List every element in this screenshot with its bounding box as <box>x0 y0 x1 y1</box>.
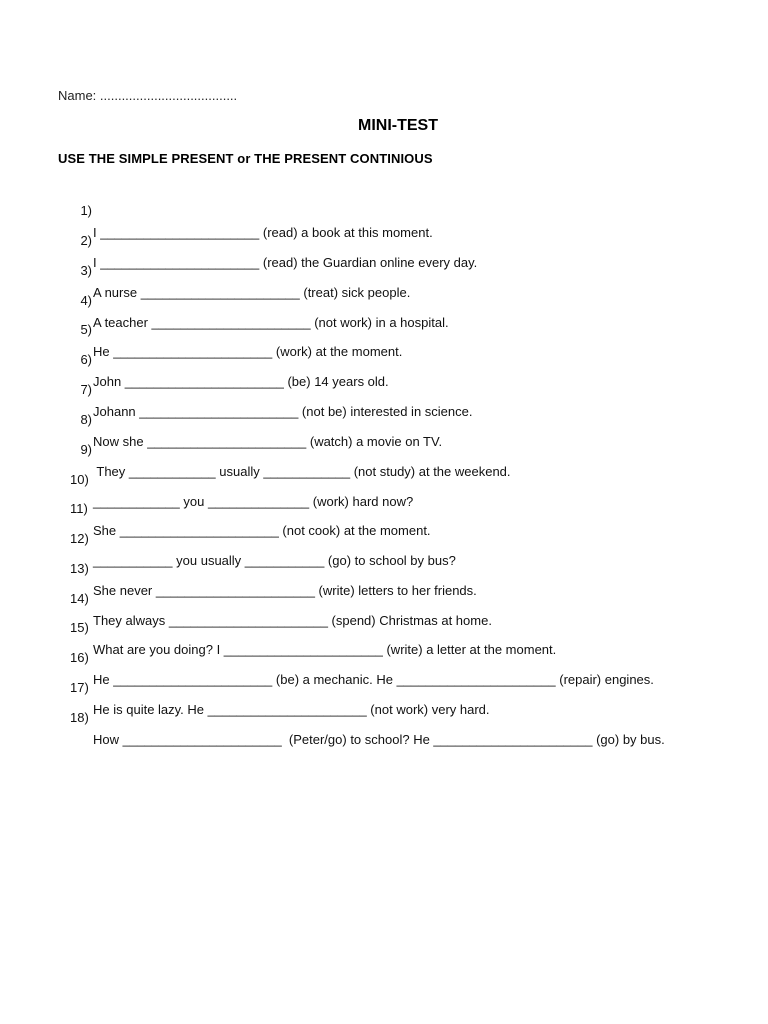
question-text: He ______________________ (work) at the moment. <box>93 344 403 359</box>
question-number: 16) <box>70 650 89 665</box>
question-number: 8) <box>80 412 92 427</box>
question-text: I ______________________ (read) a book at this moment. <box>93 225 433 240</box>
question-text: ___________ you usually ___________ (go) to school by bus? <box>93 553 456 568</box>
question-number: 9) <box>80 442 92 457</box>
page-title <box>0 117 768 135</box>
question-text: They always ______________________ (spend) Christmas at home. <box>93 613 492 628</box>
question-text: ____________ you ______________ (work) hard now? <box>93 494 414 509</box>
question-text: How ______________________ (Peter/go) to school? He ______________________ (go) by bus. <box>93 732 665 747</box>
question-text: They ____________ usually ____________ (not study) at the weekend. <box>93 464 511 479</box>
question-text: John ______________________ (be) 14 years old. <box>93 374 389 389</box>
question-number: 18) <box>70 710 89 725</box>
instruction-heading: USE THE SIMPLE PRESENT or THE PRESENT CONTINIOUS <box>58 151 433 166</box>
question-text: A nurse ______________________ (treat) sick people. <box>93 285 411 300</box>
question-number: 14) <box>70 591 89 606</box>
question-text: I ______________________ (read) the Guardian online every day. <box>93 255 478 270</box>
name-field-label: Name: ...................................... <box>58 88 238 103</box>
page-title-text: MINI-TEST <box>358 117 438 134</box>
question-number: 11) <box>70 501 88 516</box>
question-text: He ______________________ (be) a mechanic. He ______________________ (repair) engines. <box>93 672 654 687</box>
question-number: 13) <box>70 561 89 576</box>
question-number: 12) <box>70 531 89 546</box>
question-text: He is quite lazy. He ______________________ (not work) very hard. <box>93 702 490 717</box>
question-number: 5) <box>80 322 92 337</box>
question-number: 3) <box>80 263 92 278</box>
question-text: Johann ______________________ (not be) interested in science. <box>93 404 473 419</box>
question-number: 10) <box>70 472 89 487</box>
question-number: 17) <box>70 680 89 695</box>
question-number: 7) <box>80 382 92 397</box>
question-number: 1) <box>80 203 92 218</box>
question-text: Now she ______________________ (watch) a movie on TV. <box>93 434 443 449</box>
question-text: A teacher ______________________ (not work) in a hospital. <box>93 315 449 330</box>
question-number: 2) <box>80 233 92 248</box>
question-text: What are you doing? I ______________________ (write) a letter at the moment. <box>93 642 557 657</box>
question-1 <box>0 178 768 240</box>
question-text: She ______________________ (not cook) at the moment. <box>93 523 431 538</box>
question-number: 15) <box>70 620 89 635</box>
question-number: 4) <box>80 293 92 308</box>
question-number: 6) <box>80 352 92 367</box>
question-text: She never ______________________ (write) letters to her friends. <box>93 583 477 598</box>
